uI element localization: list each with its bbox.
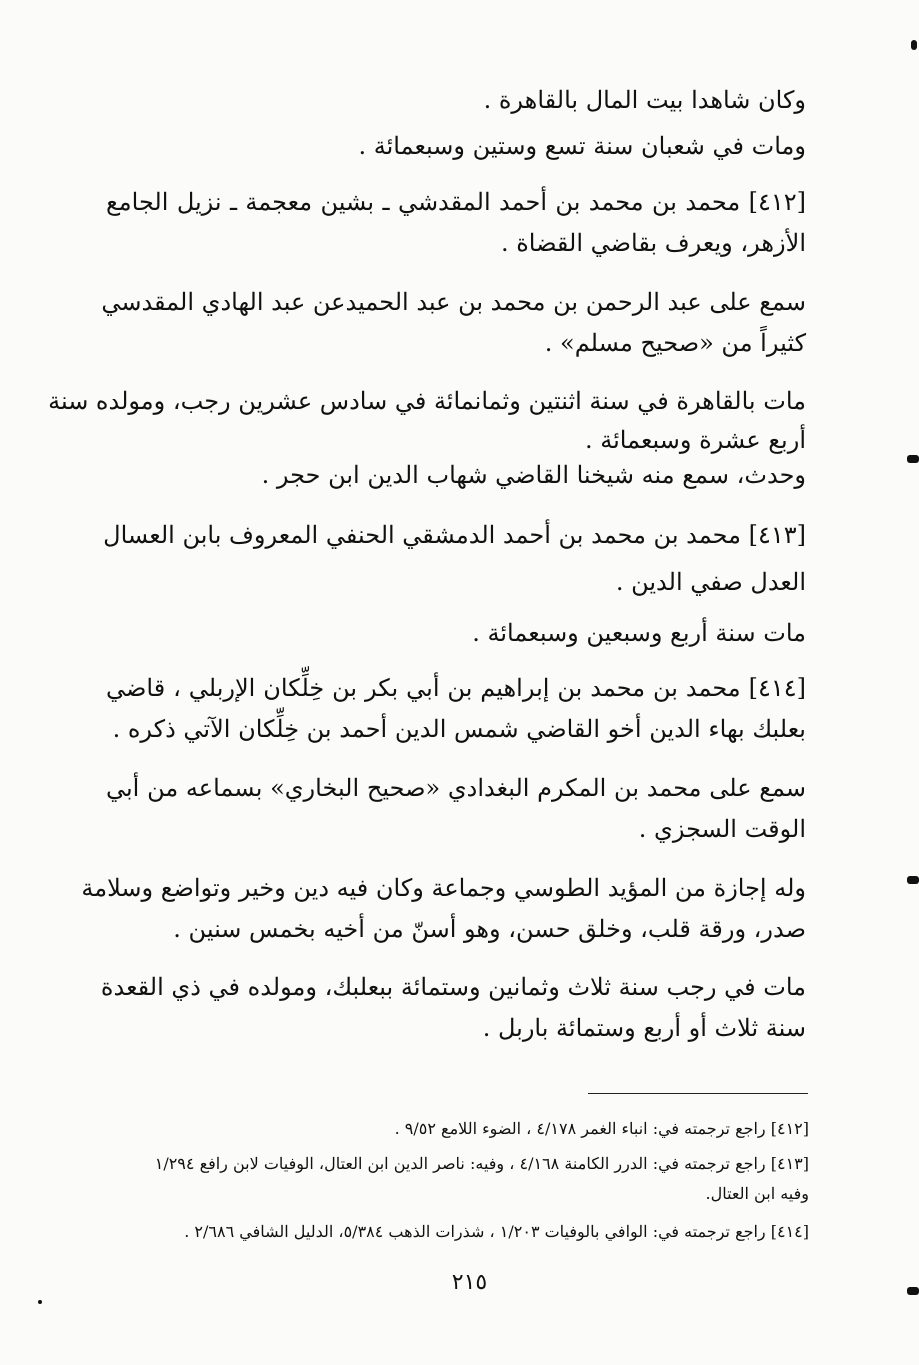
paragraph-413-mat	[106, 613, 806, 654]
footnote-414	[104, 1217, 809, 1247]
entry-413	[103, 515, 806, 603]
footnote-line: [٤١٢] راجع ترجمته في: انباء الغمر ٤/١٧٨ ، الضوء اللامع ٩/٥٢ .	[394, 1119, 809, 1138]
text-line: [٤١٤] محمد بن محمد بن إبراهيم بن أبي بكر بن خِلِّكان الإربلي ، قاضي	[106, 674, 806, 702]
paragraph-2	[106, 126, 806, 167]
text-line: كثيراً من «صحيح مسلم» .	[544, 329, 806, 357]
text-line: وحدث، سمع منه شيخنا القاضي شهاب الدين ابن حجر .	[261, 461, 806, 489]
footnote-line: [٤١٤] راجع ترجمته في: الوافي بالوفيات ١/٢٠٣ ، شذرات الذهب ٥/٣٨٤، الدليل الشافي ٢/٦٨٦ .	[184, 1222, 809, 1241]
scan-mark	[907, 1287, 919, 1295]
text-line: سمع على محمد بن المكرم البغدادي «صحيح البخاري» بسماعه من أبي	[106, 774, 806, 802]
text-line: وله إجازة من المؤيد الطوسي وجماعة وكان فيه دين وخير وتواضع وسلامة	[81, 874, 806, 902]
text-line: مات بالقاهرة في سنة اثنتين وثمانمائة في سادس عشرين رجب، ومولده سنة	[48, 387, 806, 415]
footnote-line: وفيه ابن العتال.	[705, 1184, 809, 1203]
text-line: مات سنة أربع وسبعين وسبعمائة .	[472, 619, 806, 647]
entry-412	[106, 182, 806, 264]
paragraph-412-mat	[48, 381, 806, 492]
text-line: الوقت السجزي .	[638, 815, 806, 843]
text-line: الأزهر، ويعرف بقاضي القضاة .	[500, 229, 806, 257]
paragraph-414-sama	[106, 768, 806, 850]
text-line: بعلبك بهاء الدين أخو القاضي شمس الدين أحمد بن خِلِّكان الآتي ذكره .	[112, 715, 806, 743]
footnote-line: [٤١٣] راجع ترجمته في: الدرر الكامنة ٤/١٦٨ ، وفيه: ناصر الدين ابن العتال، الوفيات لابن رافع ١/٢٩٤	[154, 1154, 809, 1173]
scan-mark	[911, 40, 917, 50]
text-line: وكان شاهدا بيت المال بالقاهرة .	[483, 86, 806, 114]
footnote-412	[104, 1114, 809, 1144]
text-line: [٤١٣] محمد بن محمد بن أحمد الدمشقي الحنفي المعروف بابن العسال	[103, 521, 806, 549]
text-line: [٤١٢] محمد بن محمد بن أحمد المقدشي ـ بشين معجمة ـ نزيل الجامع	[106, 188, 806, 216]
scan-mark	[907, 876, 919, 884]
text-line: العدل صفي الدين .	[615, 568, 806, 596]
text-line: سنة ثلاث أو أربع وستمائة باربل .	[482, 1014, 806, 1042]
paragraph-414-mat	[100, 967, 806, 1049]
text-line: صدر، ورقة قلب، وخلق حسن، وهو أسنّ من أخيه بخمس سنين .	[173, 915, 806, 943]
scan-mark	[38, 1300, 42, 1304]
entry-414	[106, 668, 806, 750]
paragraph-414-ijaza	[81, 868, 806, 950]
footnote-413	[104, 1149, 809, 1209]
text-line: أربع عشرة وسبعمائة .	[584, 426, 806, 454]
scan-mark	[907, 455, 919, 463]
paragraph-1	[106, 80, 806, 121]
text-line: مات في رجب سنة ثلاث وثمانين وستمائة ببعلبك، ومولده في ذي القعدة	[100, 973, 806, 1001]
paragraph-412-sama	[101, 282, 806, 364]
text-line: ومات في شعبان سنة تسع وستين وسبعمائة .	[358, 132, 806, 160]
text-line: سمع على عبد الرحمن بن محمد بن عبد الحميدعن عبد الهادي المقدسي	[101, 288, 806, 316]
page-number: ٢١٥	[451, 1270, 488, 1295]
footnote-separator	[588, 1093, 808, 1094]
